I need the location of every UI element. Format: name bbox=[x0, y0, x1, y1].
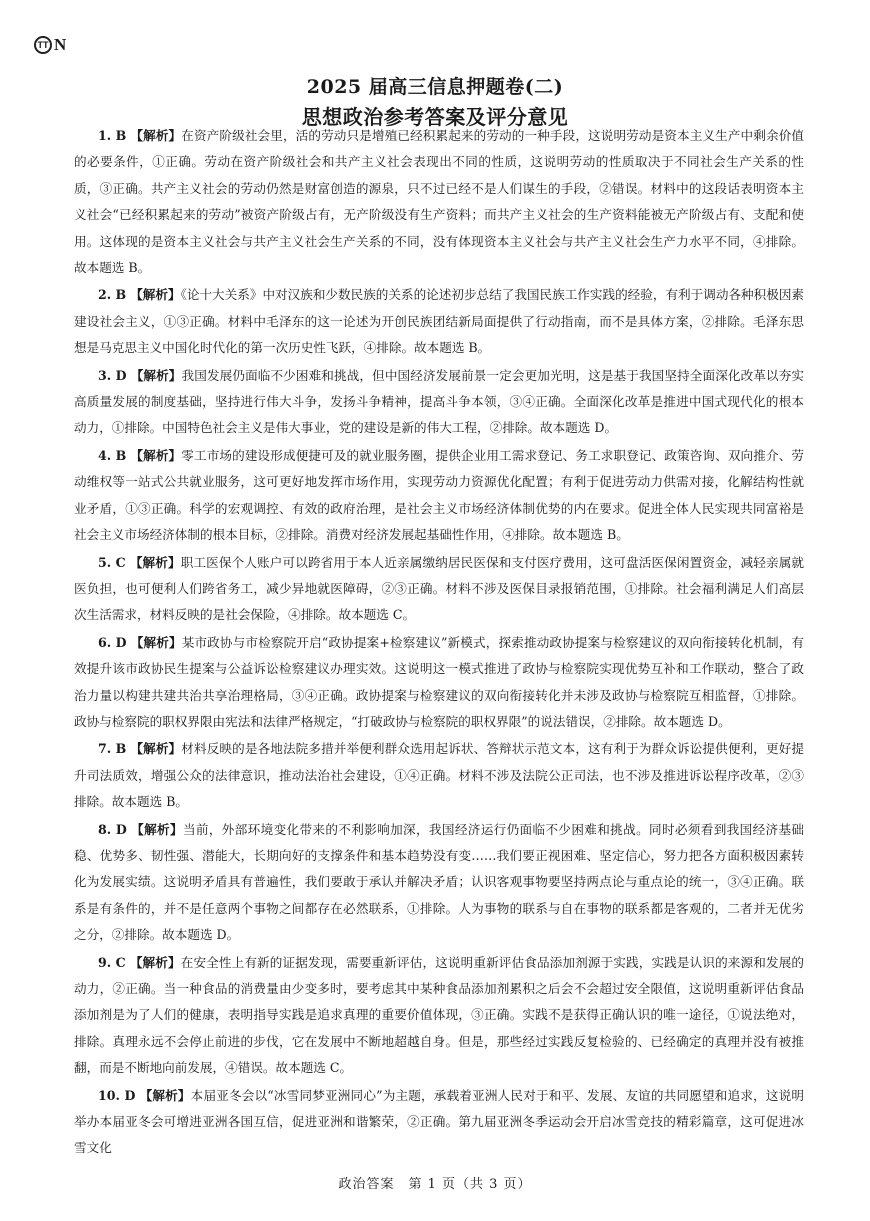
analysis-text: 我国发展仍面临不少困难和挑战，但中国经济发展前景一定会更加光明，这是基于我国坚持全面深化改革以夯实高质量发展的制度基础，坚持进行伟大斗争，发扬斗争精神，提高斗争本领，③④正确。全面深化改革是推进中国式现代化的根本动力，①排除。中国特色社会主义是伟大事业，党的建设是新的伟大工程，②排除。故本题选 D。 bbox=[74, 367, 805, 436]
analysis-text: 零工市场的建设形成便捷可及的就业服务圈，提供企业用工需求登记、务工求职登记、政策咨询、双向推介、劳动维权等一站式公共就业服务，这可更好地发挥市场作用，实现劳动力资源优化配置；有利于促进劳动力供需对接，化解结构性就业矛盾，①③正确。科学的宏观调控、有效的政府治理，是社会主义市场经济体制优势的内在要求。促进全体人民实现共同富裕是社会主义市场经济体制的根本目标，②排除。消费对经济发展起基础性作用，④排除。故本题选 B。 bbox=[74, 447, 804, 543]
analysis-text: 本届亚冬会以“冰雪同梦亚洲同心”为主题，承载着亚洲人民对于和平、发展、友谊的共同愿望和追求，这说明举办本届亚冬会可增进亚洲各国互信，促进亚洲和谐繁荣，②正确。第九届亚洲冬季运动会开启冰雪竞技的精彩篇章，这可促进冰雪文化 bbox=[74, 1087, 804, 1156]
analysis-tag: 【解析】 bbox=[139, 1087, 191, 1103]
analysis-tag: 【解析】 bbox=[130, 447, 182, 463]
answer-item-5 bbox=[74, 550, 804, 629]
answer-item-9 bbox=[74, 950, 804, 1082]
analysis-text: 某市政协与市检察院开启“政协提案+检察建议”新模式，探索推动政协提案与检察建议的双向衔接转化机制，有效提升该市政协民生提案与公益诉讼检察建议办理实效。这说明这一模式推进了政协与检察院实现优势互补和工作联动，整合了政治力量以构建共建共治共享治理格局，③④正确。政协提案与检察建议的双向衔接转化并未涉及政协与检察院互相监督，①排除。政协与检察院的职权界限由宪法和法律严格规定，“打破政协与检察院的职权界限”的说法错误，②排除。故本题选 D。 bbox=[74, 634, 805, 729]
answer-item-1 bbox=[74, 123, 804, 281]
analysis-text: 当前，外部环境变化带来的不利影响加深，我国经济运行仍面临不少困难和挑战。同时必须看到我国经济基础稳、优势多、韧性强、潜能大，长期向好的支撑条件和基本趋势没有变……我们要正视困难、坚定信心，努力把各方面积极因素转化为发展实绩。这说明矛盾具有普遍性，我们要敢于承认并解决矛盾；认识客观事物要坚持两点论与重点论的统一，③④正确。联系是有条件的，并不是任意两个事物之间都存在必然联系，①排除。人为事物的联系与自在事物的联系都是客观的，二者并无优劣之分，②排除。故本题选 D。 bbox=[74, 821, 805, 943]
analysis-tag: 【解析】 bbox=[129, 954, 181, 970]
answer-key: 7. B bbox=[98, 741, 127, 757]
analysis-tag: 【解析】 bbox=[130, 741, 182, 757]
exam-title: 2025 届高三信息押题卷(二) bbox=[306, 76, 564, 98]
answer-key: 5. C bbox=[98, 554, 126, 570]
answer-item-6 bbox=[74, 630, 804, 736]
answer-key: 10. D bbox=[98, 1087, 136, 1103]
exam-subtitle: 思想政治参考答案及评分意见 bbox=[301, 105, 569, 129]
answer-item-10 bbox=[74, 1083, 804, 1162]
answer-item-3 bbox=[74, 363, 804, 442]
answer-item-7 bbox=[74, 736, 804, 815]
analysis-tag: 【解析】 bbox=[130, 128, 182, 143]
answer-key: 4. B bbox=[98, 447, 127, 463]
analysis-text: 《论十大关系》中对汉族和少数民族的关系的论述初步总结了我国民族工作实践的经验，有利于调动各种积极因素建设社会主义，①③正确。材料中毛泽东的这一论述为开创民族团结新局面提供了行动指南，而不是具体方案，②排除。毛泽东思想是马克思主义中国化时代化的第一次历史性飞跃，④排除。故本题选 B。 bbox=[74, 287, 805, 356]
answer-key: 6. D bbox=[98, 634, 127, 650]
analysis-tag: 【解析】 bbox=[130, 821, 183, 837]
analysis-tag: 【解析】 bbox=[130, 367, 182, 383]
analysis-text: 在安全性上有新的证据发现，需要重新评估，这说明重新评估食品添加剂源于实践，实践是认识的来源和发展的动力，②正确。当一种食品的消费量由少变多时，要考虑其中某种食品添加剂累积之后会不会超过安全限值，这说明重新评估食品添加剂是为了人们的健康，表明指导实践是追求真理的重要价值体现，③正确。实践不是获得正确认识的唯一途径，①说法绝对，排除。真理永远不会停止前进的步伐，它在发展中不断地超越自身。但是，那些经过实践反复检验的、已经确定的真理并没有被推翻，而是不断地向前发展，④错误。故本题选 C。 bbox=[74, 954, 805, 1076]
answer-item-2 bbox=[74, 282, 804, 361]
answer-item-8 bbox=[74, 817, 804, 949]
answer-key: 9. C bbox=[98, 954, 126, 970]
analysis-text: 在资产阶级社会里，活的劳动只是增殖已经积累起来的劳动的一种手段，这说明劳动是资本主义生产中剩余价值的必要条件，①正确。劳动在资产阶级社会和共产主义社会表现出不同的性质，这说明劳动的性质取决于不同社会生产关系的性质，③正确。共产主义社会的劳动仍然是财富创造的源泉，只不过已经不是人们谋生的手段，②错误。材料中的这段话表明资本主义社会“已经积累起来的劳动”被资产阶级占有，无产阶级没有生产资料；而共产主义社会的生产资料能被无产阶级占有、支配和使用。这体现的是资本主义社会与共产主义社会生产关系的不同，没有体现资本主义社会与共产主义社会生产力水平不同，④排除。故本题选 B。 bbox=[74, 128, 804, 276]
logo-letter: N bbox=[54, 35, 67, 54]
publisher-logo bbox=[34, 34, 66, 56]
answers-body bbox=[74, 123, 804, 1162]
analysis-tag: 【解析】 bbox=[130, 634, 182, 650]
answer-key: 1. B bbox=[98, 128, 127, 143]
answer-key: 2. B bbox=[98, 287, 127, 303]
analysis-text: 材料反映的是各地法院多措并举便利群众选用起诉状、答辩状示范文本，这有利于为群众诉讼提供便利，更好提升司法质效，增强公众的法律意识，推动法治社会建设，①④正确。材料不涉及法院公正司法，也不涉及推进诉讼程序改革，②③排除。故本题选 B。 bbox=[74, 741, 804, 810]
analysis-tag: 【解析】 bbox=[129, 554, 181, 570]
answer-item-4 bbox=[74, 443, 804, 549]
answer-key: 8. D bbox=[98, 821, 127, 837]
analysis-text: 职工医保个人账户可以跨省用于本人近亲属缴纳居民医保和支付医疗费用，这可盘活医保闲置资金，减轻亲属就医负担，也可便利人们跨省务工，减少异地就医障碍，②③正确。材料不涉及医保目录报销范围，①排除。社会福利满足人们高层次生活需求，材料反映的是社会保险，④排除。故本题选 C。 bbox=[74, 554, 805, 623]
analysis-tag: 【解析】 bbox=[130, 287, 181, 303]
logo-mark-icon: TT bbox=[34, 36, 52, 54]
answer-key: 3. D bbox=[98, 367, 127, 383]
page-footer: 政治答案 第 1 页（共 3 页） bbox=[338, 1177, 532, 1192]
